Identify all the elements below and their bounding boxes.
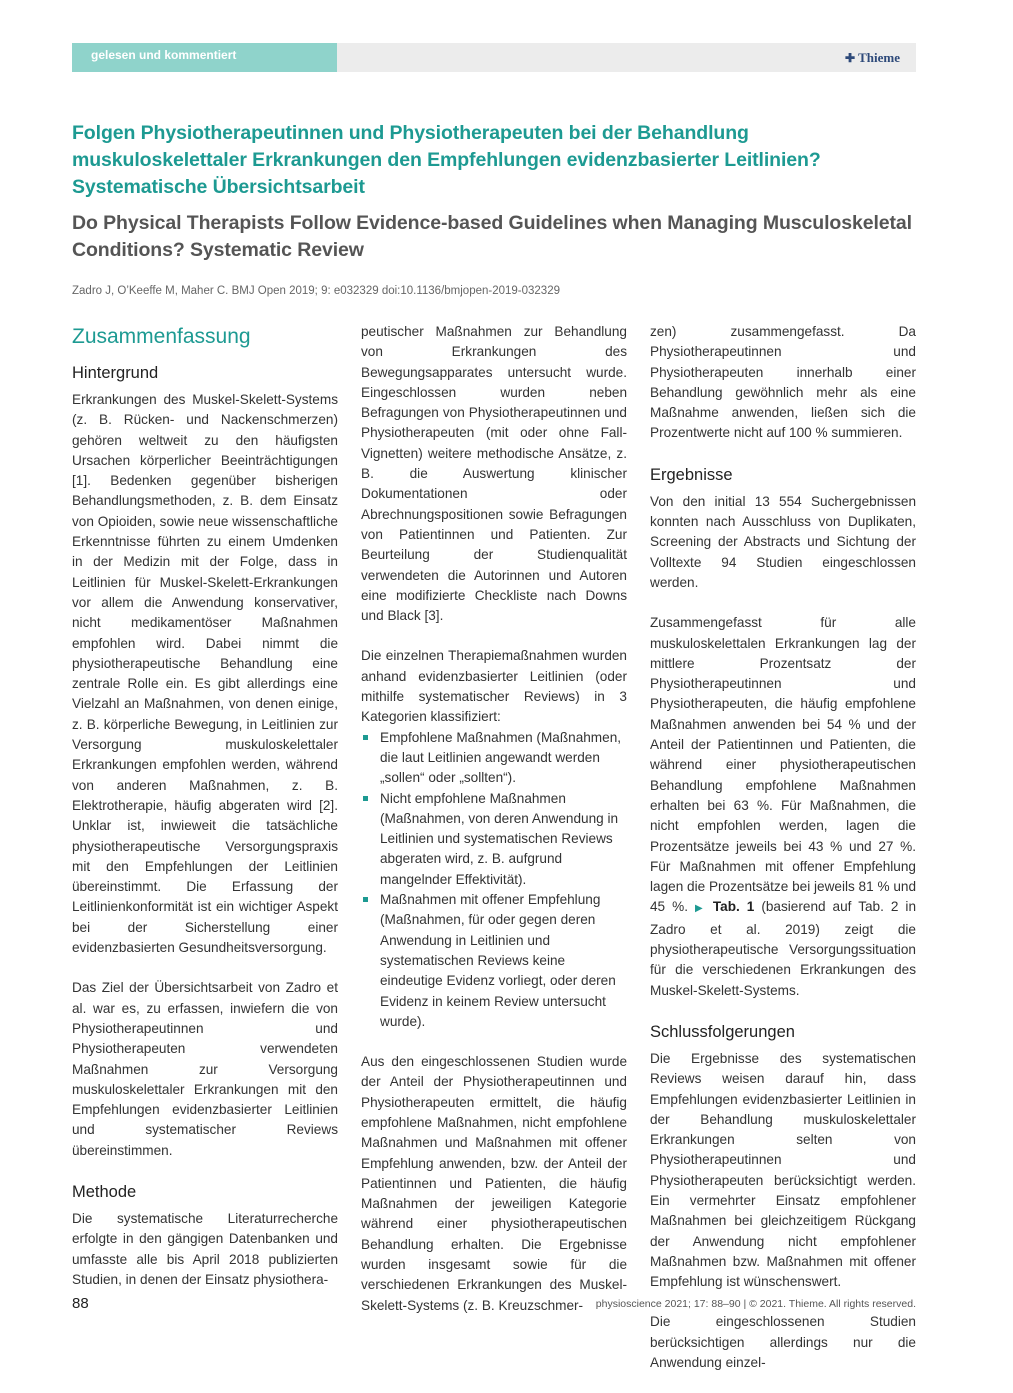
paragraph: Die systematische Literaturrecherche erfolgte in den gängigen Datenbanken und umfasste alle bis April 2018 publizierten Studien, in denen der Einsatz physiothera- <box>72 1210 338 1287</box>
subheading-ergebnisse: Ergebnisse <box>650 465 733 484</box>
bullet-icon <box>363 735 368 740</box>
paragraph: Erkrankungen des Muskel-Skelett-Systems (z. B. Rücken- und Nackenschmerzen) gehören weltweit zu den häufigsten Ursachen körperlicher Beeinträchtigungen [1]. Bedenken gegenüber bisherigen Behandlungsmethoden, z. B. dem Einsatz von Opioiden, sowie neue wissenschaftliche Erkenntnisse führten zu einem Umdenken in der Medizin mit der Folge, dass in Leitlinien für Muskel-Skelett-Erkrankungen vor allem die Anwendung konservativer, nicht medikamentöser Maßnahmen empfohlen wird. Dabei nimmt die physiotherapeutische Behandlung eine zentrale Rolle ein. Es gibt allerdings eine Vielzahl an Maßnahmen, von denen einige, z. B. körperliche Bewegung, in Leitlinien zur Versorgung muskuloskelettaler Erkrankungen empfohlen werden, während von anderen Maßnahmen, z. B. Elektrotherapie, häufig abgeraten wird [2]. Unklar ist, inwieweit die tatsächliche physiotherapeutische Versorgungspraxis mit den Empfehlungen der Leitlinien übereinstimmt. Die Erfassung der Leitlinienkonformität ist ein wichtiger Aspekt bei der Sicherstellung einer evidenzbasierten Gesundheitsversorgung. <box>72 392 338 956</box>
paragraph: Die einzelnen Therapiemaßnahmen wurden anhand evidenzbasierter Leitlinien (oder mithilfe systematischer Reviews) in 3 Kategorien klassifiziert: <box>361 648 627 725</box>
paragraph: peutischer Maßnahmen zur Behandlung von Erkrankungen des Bewegungsapparates untersucht wurde. Eingeschlossen wurden neben Befragungen von Physiotherapeutinnen und Physiotherapeuten (mit oder ohne Fall-Vignetten) weitere methodische Ansätze, z. B. die Auswertung klinischer Dokumentationen oder Abrechnungspositionen sowie Befragungen von Patientinnen und Patienten. Zur Beurteilung der Studienqualität verwendeten die Autorinnen und Autoren eine modifizierte Checkliste nach Downs und Black [3]. <box>361 324 627 624</box>
section-heading-zusammenfassung: Zusammenfassung <box>72 325 251 348</box>
category-list <box>361 728 627 1032</box>
thieme-logo-icon: ✚ <box>845 51 856 65</box>
table-reference-link[interactable]: ▶ Tab. 1 <box>694 899 755 915</box>
paragraph: Zusammengefasst für alle muskuloskelettalen Erkrankungen lag der mittlere Prozentsatz der Physiotherapeutinnen und Physiotherapeuten, die häufig empfohlene Maßnahmen anwenden bei 54 % und der Anteil der Patientinnen und Patienten, die während einer physiotherapeutischen Behandlung empfohlene Maßnahmen erhalten bei 63 %. Für Maßnahmen, die nicht empfohlen werden, lagen die Prozentsätze jeweils bei 43 % und 27 %. Für Maßnahmen mit offener Empfehlung lagen die Prozentsätze bei jeweils 81 % und 45 %. ▶ Tab. 1 (basierend auf Tab. 2 in Zadro et al. 2019) zeigt die physiotherapeutische Versorgungssituation für die verschiedenen Erkrankungen des Muskel-Skelett-Systems. <box>650 615 917 998</box>
page-number: 88 <box>72 1295 89 1312</box>
paragraph: Die eingeschlossenen Studien berücksichtigen allerdings nur die Anwendung einzel- <box>650 1314 916 1371</box>
header-bar <box>72 43 916 72</box>
list-item: Nicht empfohlene Maßnahmen (Maßnahmen, von deren Anwendung in Leitlinien und systematischen Reviews abgeraten wird, z. B. aufgrund mangelnder Effektivität). <box>361 789 627 890</box>
paragraph: Das Ziel der Übersichtsarbeit von Zadro et al. war es, zu erfassen, inwiefern die von Physiotherapeutinnen und Physiotherapeuten verwendeten Maßnahmen zur Versorgung muskuloskelettaler Erkrankungen mit den Empfehlungen evidenzbasierter Leitlinien und systematischer Reviews übereinstimmen. <box>72 980 338 1158</box>
subheading-hintergrund: Hintergrund <box>72 364 159 382</box>
column-1 <box>72 322 338 1310</box>
list-item: Empfohlene Maßnahmen (Maßnahmen, die laut Leitlinien angewandt werden „sollen“ oder „sollten“). <box>361 728 627 789</box>
article-title-english: Do Physical Therapists Follow Evidence-based Guidelines when Managing Musculoskeletal Conditions? Systematic Review <box>72 212 912 261</box>
arrow-right-icon: ▶ <box>694 903 706 915</box>
paragraph: zen) zusammengefasst. Da Physiotherapeutinnen und Physiotherapeuten innerhalb einer Behandlung gewöhnlich mehr als eine Maßnahme anwenden, ließen sich die Prozentwerte nicht auf 100 % summieren. <box>650 324 916 441</box>
paragraph: Die Ergebnisse des systematischen Reviews weisen darauf hin, dass Empfehlungen evidenzbasierter Leitlinien in der Behandlung muskuloskelettaler Erkrankungen selten von Physiotherapeutinnen und Physiotherapeuten berücksichtigt werden. Ein vermehrter Einsatz empfohlener Maßnahmen bei gleichzeitigem Rückgang der Anwendung nicht empfohlener Maßnahmen bzw. Maßnahmen mit offener Empfehlung ist wünschenswert. <box>650 1050 916 1290</box>
list-item: Maßnahmen mit offener Empfehlung (Maßnahmen, für oder gegen deren Anwendung in Leitlinien und systematischen Reviews keine eindeutige Evidenz vorliegt, oder deren Evidenz in keinem Review untersucht wurde). <box>361 890 627 1032</box>
citation: Zadro J, O’Keeffe M, Maher C. BMJ Open 2019; 9: e032329 doi:10.1136/bmjopen-2019-032329 <box>72 285 560 297</box>
bullet-icon <box>363 897 368 902</box>
subheading-methode: Methode <box>72 1182 137 1201</box>
footer-meta: physioscience 2021; 17: 88–90 | © 2021. Thieme. All rights reserved. <box>595 1298 916 1310</box>
publisher-logo <box>845 50 900 66</box>
paragraph: Von den initial 13 554 Suchergebnissen konnten nach Ausschluss von Duplikaten, Screening der Abstracts und Sichtung der Volltexte 94 Studien eingeschlossen werden. <box>650 493 916 590</box>
bullet-icon <box>363 796 368 801</box>
column-2 <box>361 322 627 1336</box>
paragraph: Aus den eingeschlossenen Studien wurde der Anteil der Physiotherapeutinnen und Physiotherapeuten ermittelt, die häufig empfohlene Maßnahmen, nicht empfohlene Maßnahmen und Maßnahmen mit offener Empfehlung anwenden, bzw. der Anteil der Patientinnen und Patienten, die häufig Maßnahmen der jeweiligen Kategorie während einer physiotherapeutischen Behandlung erhalten. Die Ergebnisse wurden insgesamt sowie für die verschiedenen Erkrankungen des Muskel-Skelett-Systems (z. B. Kreuzschmer- <box>361 1054 627 1313</box>
subheading-schlussfolgerungen: Schlussfolgerungen <box>650 1022 795 1041</box>
column-3 <box>650 322 916 1393</box>
publisher-name: Thieme <box>858 50 900 65</box>
section-tag: gelesen und kommentiert <box>72 43 337 72</box>
article-title-german: Folgen Physiotherapeutinnen und Physiotherapeuten bei der Behandlung muskuloskelettaler Erkrankungen den Empfehlungen evidenzbasierter Leitlinien? Systematische Übersichtsarbeit <box>72 122 821 198</box>
